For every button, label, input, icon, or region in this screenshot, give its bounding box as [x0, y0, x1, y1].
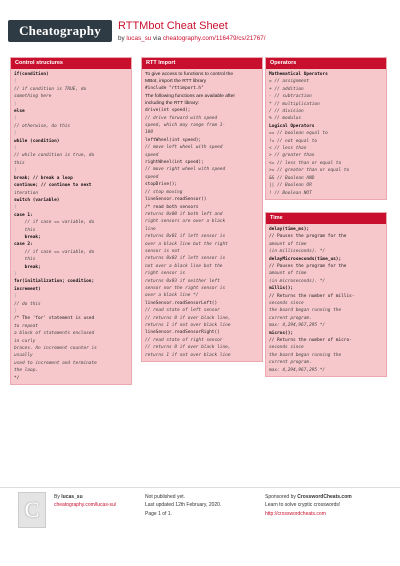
page-footer [0, 487, 400, 566]
intro-line: MBot, import the RTT library [145, 79, 207, 85]
byline-via: via [151, 35, 163, 42]
code-line: // if condition is TRUE, do [14, 86, 87, 92]
footer-author-name[interactable]: lucas_su [61, 494, 83, 500]
code-line: usually [14, 353, 33, 359]
cheatography-logo[interactable] [8, 20, 112, 42]
code-line: continue; // continue to next [14, 183, 92, 189]
code-line: } [14, 271, 17, 277]
code-line: returns 1 if not over black line [145, 323, 231, 328]
code-line: lineSensor.readSensorRight() [145, 330, 220, 336]
page-title: RTTMbot Cheat Sheet [118, 20, 228, 32]
code-line: /* read both sensors [145, 204, 199, 210]
sheet-url-link[interactable]: cheatography.com/116479/cs/21767/ [162, 35, 266, 42]
code-line: switch (variable) [14, 197, 60, 203]
code-line: // if case == variable, do [14, 249, 95, 255]
code-line: amount of time [269, 241, 307, 247]
code-line: returns 0x03 if neither left [145, 278, 220, 284]
code-line: { [14, 146, 17, 152]
code-line: current program. [269, 315, 312, 321]
code-line: to repeat [14, 323, 39, 329]
code-line: - // subtraction [269, 94, 312, 100]
code-line: */ [14, 375, 20, 381]
intro-text-2 [145, 93, 259, 107]
section-heading: Operators [266, 58, 386, 69]
code-line: this [14, 257, 36, 263]
last-updated: Last updated 12th February, 2020. [145, 502, 222, 509]
code-line: returns 0x02 if left sensor is [145, 256, 226, 262]
code-line: Logical Operators [269, 123, 315, 129]
intro-text [145, 71, 259, 85]
page-header [0, 0, 400, 50]
code-line: returns 1 if not over black line [145, 352, 231, 358]
code-block [145, 107, 259, 359]
code-line: while (condition) [14, 138, 60, 144]
code-line: returns 0x01 if left sensor is [145, 234, 226, 240]
section-control-structures [10, 57, 132, 385]
code-line: the loop. [14, 368, 39, 374]
code-line: || // Boolean OR [269, 183, 312, 189]
footer-by: By [54, 494, 62, 500]
code-block [266, 69, 386, 199]
code-line: this [14, 160, 25, 166]
code-line: the board began running the [269, 352, 342, 358]
code-line: lineSensor.readSensor() [145, 197, 207, 203]
code-line: seconds since [269, 345, 304, 351]
intro-line: The following functions are available after [145, 93, 235, 99]
code-line: // if case == variable, do [14, 220, 95, 226]
code-line: sensor nor the right sensor is [145, 285, 226, 291]
code-line: line [145, 226, 156, 232]
footer-author [54, 493, 116, 510]
code-line: a block of statements enclosed [14, 331, 95, 337]
code-line: speed [145, 174, 159, 180]
code-line: if(condition) [14, 72, 49, 77]
logo-text: Cheatography [19, 23, 101, 38]
code-line: <= // less than or equal to [269, 160, 342, 166]
section-time [265, 212, 387, 377]
column-1 [10, 57, 132, 385]
code-line: sensor is not [145, 248, 180, 254]
avatar-letter: C [24, 497, 40, 522]
code-line: % // modulus [269, 116, 302, 122]
code-line: { [14, 205, 17, 211]
code-line: break; [14, 264, 41, 270]
code-line: lineSensor.readSensorLeft() [145, 300, 218, 306]
code-line: // read state of right sensor [145, 337, 223, 343]
code-line: // Pauses the program for the [269, 234, 347, 240]
code-line: case 2: [14, 242, 33, 248]
sponsor-name[interactable]: CrosswordCheats.com [297, 494, 352, 500]
sponsor-prefix: Sponsored by [265, 494, 298, 500]
code-line: break; [14, 234, 41, 240]
code-line: (in milliseconds). */ [269, 249, 326, 255]
code-line: delayMicroseconds(time_us); [269, 256, 342, 262]
section-heading: RTT Import [142, 58, 262, 69]
code-line: Mathematical Operators [269, 72, 328, 77]
column-3 [265, 57, 387, 377]
code-line: micros(); [269, 330, 294, 336]
code-line: over a black line */ [145, 293, 199, 299]
code-line: < // less than [269, 146, 307, 152]
code-line: && // Boolean AND [269, 175, 315, 181]
code-line: // Returns the number of micro- [269, 338, 352, 343]
code-line: } [14, 309, 17, 314]
published-status: Not published yet. [145, 494, 186, 500]
author-link[interactable]: lucas_su [126, 35, 152, 42]
code-line: for(initialization; condition; [14, 279, 95, 285]
code-line: } [14, 131, 17, 137]
code-line: else [14, 109, 25, 115]
code-line: increment) [14, 286, 41, 292]
include-line: #include "rttimport.h" [145, 86, 204, 92]
code-line: >= // greater than or equal to [269, 168, 350, 174]
code-line: break; // break a loop [14, 175, 73, 181]
code-line: amount of time [269, 271, 307, 277]
code-line: // stop moving [145, 189, 183, 195]
column-2 [141, 57, 263, 362]
byline-by: by [118, 35, 127, 42]
code-line: drive(int speed); [145, 108, 191, 114]
code-line: in curly [14, 338, 36, 344]
code-line: // while condition is true, do [14, 153, 95, 159]
code-line: max: 4,294,967,295 */ [269, 323, 326, 329]
section-heading: Control structures [11, 58, 131, 69]
code-line: != // not equal to [269, 138, 318, 144]
code-line: not over a black line but the [145, 263, 223, 269]
code-line: used to increment and terminate [14, 360, 97, 366]
code-line: / // division [269, 109, 304, 115]
code-line: // do this [14, 301, 41, 307]
code-line: max: 4,294,967,295 */ [269, 367, 326, 373]
code-line: { [14, 294, 17, 300]
code-line: braces. An increment counter is [14, 346, 97, 352]
code-line: // read state of left sensor [145, 308, 220, 314]
code-line: // move right wheel with speed [145, 167, 226, 173]
code-line: seconds since [269, 300, 304, 306]
code-line: + // addition [269, 86, 304, 92]
code-line: this [14, 227, 36, 233]
code-line: = // assignment [269, 79, 310, 85]
code-line: stopDrive(); [145, 182, 178, 188]
code-line: // Pauses the program for the [269, 263, 347, 269]
code-line: } [14, 101, 17, 107]
code-line: current program. [269, 360, 312, 366]
code-line: { [14, 79, 17, 85]
code-line: // Returns the number of millis- [269, 293, 355, 299]
code-line: // returns 0 if over black line, [145, 315, 231, 321]
footer-publish-info [145, 493, 221, 518]
author-avatar[interactable] [18, 492, 46, 528]
code-line: // returns 0 if over black line, [145, 345, 231, 351]
section-heading: Time [266, 213, 386, 224]
code-line: > // greater than [269, 153, 315, 159]
sponsor-url[interactable]: http://crosswordcheats.com [265, 510, 326, 517]
code-block [266, 224, 386, 376]
code-block [11, 69, 131, 384]
footer-author-url[interactable]: cheatography.com/lucas-su/ [54, 502, 117, 509]
code-line: returns 0x00 if both left and [145, 211, 223, 217]
code-line: (in microseconds). */ [269, 278, 326, 284]
code-line: the board began running the [269, 308, 342, 314]
section-operators [265, 57, 387, 200]
code-line: * // multiplication [269, 101, 320, 107]
code-line: // otherwise, do this [14, 123, 71, 129]
code-line: case 1: [14, 212, 33, 218]
code-line: iteration [14, 190, 39, 196]
footer-sponsor [265, 493, 352, 518]
section-rtt-import [141, 57, 263, 362]
code-line: delay(time_ms); [269, 226, 310, 232]
intro-line: To give access to functions to control the [145, 72, 234, 77]
code-line: } [14, 168, 17, 174]
code-line: speed [145, 152, 159, 158]
code-line: // move left wheel with speed [145, 145, 223, 151]
code-line: right sensors are over a black [145, 219, 226, 225]
code-line: something here [14, 94, 52, 100]
code-line: speed, which may range from 1- [145, 123, 226, 129]
code-line: { [14, 116, 17, 122]
code-line: // drive forward with speed [145, 115, 218, 121]
code-line: 100 [145, 130, 154, 136]
code-line: over a black line but the right [145, 241, 228, 247]
page-count: Page 1 of 1. [145, 510, 172, 517]
code-line: right sensor is [145, 271, 186, 277]
code-line: ! // Boolean NOT [269, 190, 312, 196]
code-line: leftWheel(int speed); [145, 137, 202, 143]
code-line: rightWheel(int speed); [145, 160, 204, 166]
code-line: == // boolean equal to [269, 131, 328, 137]
sponsor-text: Learn to solve cryptic crosswords! [265, 502, 341, 509]
byline [118, 35, 266, 42]
code-line: millis(); [269, 286, 294, 292]
code-line: /* The 'for' statement is used [14, 316, 95, 322]
intro-line: including the RTT library: [145, 101, 200, 107]
